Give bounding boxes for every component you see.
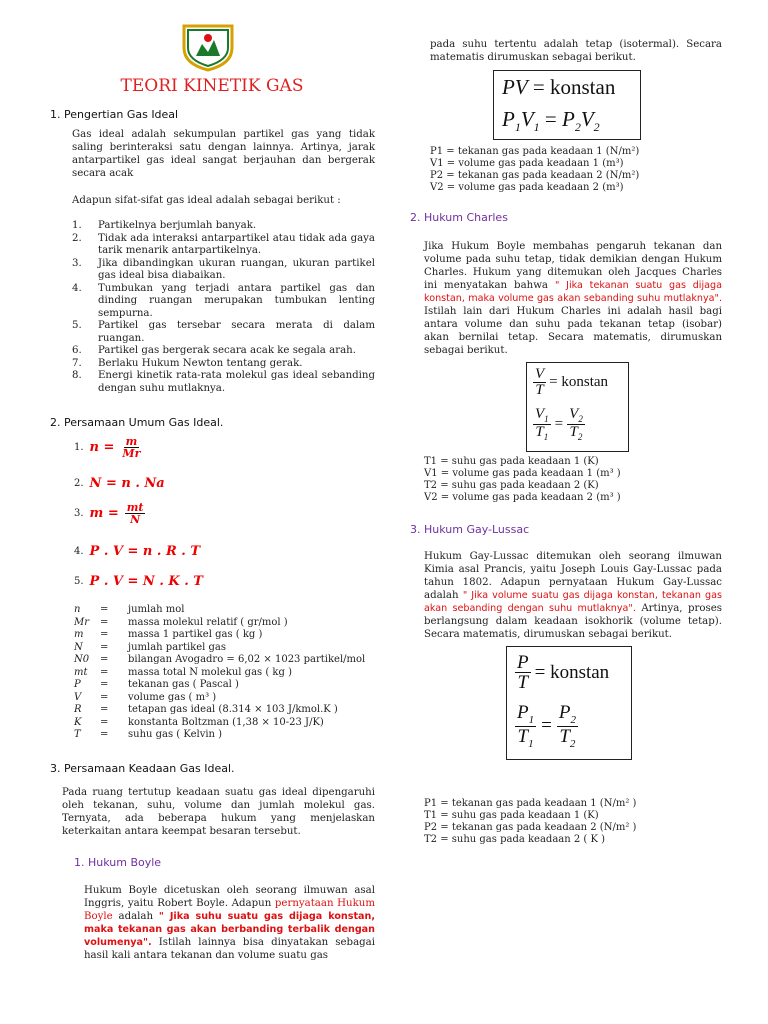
- symbol-row: Mr = massa molekul relatif ( gr/mol ): [74, 616, 288, 628]
- symbol-row: R = tetapan gas ideal (8.314 × 103 J/kmol.K ): [74, 704, 338, 715]
- list-item: 2. Tidak ada interaksi antarpartikel atau tidak ada gaya tarik menarik antarpartikelnya.: [72, 232, 375, 256]
- formula-1: 1. n = $\frac{m}{Mr}$: [74, 435, 141, 460]
- variable-row: T1 = suhu gas pada keadaan 1 (K): [424, 456, 599, 467]
- section-2-heading: 2. Persamaan Umum Gas Ideal.: [50, 416, 224, 429]
- section-3-heading: 3. Persamaan Keadaan Gas Ideal.: [50, 762, 235, 775]
- variable-row: V2 = volume gas pada keadaan 2 (m³): [430, 182, 624, 193]
- gay-lussac-heading: 3. Hukum Gay-Lussac: [410, 523, 530, 536]
- list-item: 6. Partikel gas bergerak secara acak ke segala arah.: [72, 345, 356, 356]
- charles-equation-box: $\frac{V}{T}$ = konstan $\frac{V_1}{T_1}$ = $\frac{V_2}{T_2}$: [526, 362, 629, 452]
- variable-row: T2 = suhu gas pada keadaan 2 ( K ): [424, 834, 606, 845]
- symbol-row: N0 = bilangan Avogadro = 6,02 × 1023 partikel/mol: [74, 654, 366, 665]
- list-item: 5. Partikel gas tersebar secara merata di dalam ruangan.: [72, 320, 375, 344]
- variable-row: V1 = volume gas pada keadaan 1 (m³): [430, 158, 624, 169]
- gay-lussac-paragraph: Hukum Gay-Lussac ditemukan oleh seorang ilmuwan Kimia asal Prancis, yaitu Joseph Louis Gay-Lussac pada tahun 1802. Adapun pernyataan Hukum Gay-Lussac adalah " Jika volume suatu gas dijaga konstan, tekanan gas akan sebanding dengan suhu mutlaknya". Artinya, proses berlangsung dalam keadaan isokhorik (volume tetap). Secara matematis, dirumuskan sebagai berikut.: [424, 551, 722, 640]
- symbol-row: K = konstanta Boltzman (1,38 × 10-23 J/K): [74, 716, 324, 728]
- school-logo: [178, 22, 238, 72]
- symbol-row: T = suhu gas ( Kelvin ): [74, 729, 223, 740]
- variable-row: P1 = tekanan gas pada keadaan 1 (N/m² ): [424, 798, 637, 809]
- formula-3: 3. m = $\frac{mt}{N}$: [74, 501, 144, 526]
- boyle-variables: [430, 146, 639, 194]
- symbol-row: N = jumlah partikel gas: [74, 641, 227, 653]
- variable-row: V1 = volume gas pada keadaan 1 (m³ ): [424, 468, 621, 479]
- gay-lussac-variables: [424, 798, 636, 846]
- section-1-paragraph: Gas ideal adalah sekumpulan partikel gas yang tidak saling berinteraksi satu dengan lainnya. Artinya, jarak antarpartikel gas ideal sangat berjauhan dan bergerak secara acak: [72, 129, 375, 179]
- charles-variables: [424, 456, 621, 504]
- list-item: 7. Berlaku Hukum Newton tentang gerak.: [72, 357, 303, 369]
- symbol-row: mt = massa total N molekul gas ( kg ): [74, 666, 292, 678]
- list-item: 8. Energi kinetik rata-rata molekul gas ideal sebanding dengan suhu mutlaknya.: [72, 370, 375, 394]
- symbol-definitions: [74, 604, 374, 742]
- symbol-row: V = volume gas ( m³ ): [74, 691, 217, 703]
- variable-row: T2 = suhu gas pada keadaan 2 (K): [424, 480, 599, 491]
- section-3-paragraph: Pada ruang tertutup keadaan suatu gas ideal dipengaruhi oleh tekanan, suhu, volume dan jumlah molekul gas. Ternyata, ada beberapa hukum yang menjelaskan keterkaitan antara keempat besaran tersebut.: [62, 787, 375, 837]
- symbol-row: P = tekanan gas ( Pascal ): [74, 679, 239, 690]
- symbol-row: m = massa 1 partikel gas ( kg ): [74, 629, 263, 640]
- gay-lussac-equation-box: $\frac{P}{T}$ = konstan $\frac{P_1}{T_1}$ = $\frac{P_2}{T_2}$: [506, 646, 632, 760]
- boyle-equation-box: PV = konstan $P_1V_1 = P_2V_2$: [493, 70, 641, 140]
- charles-paragraph: Jika Hukum Boyle membahas pengaruh tekanan dan volume pada suhu tetap, tidak demikian dengan Hukum Charles. Hukum yang ditemukan oleh Jacques Charles ini menyatakan bahwa " Jika tekanan suatu gas dijaga konstan, maka volume gas akan sebanding suhu mutlaknya". Istilah lain dari Hukum Charles ini adalah hasil bagi antara volume dan suhu pada tekanan tetap (isobar) akan bernilai tetap. Secara matematis, dirumuskan sebagai berikut.: [424, 241, 722, 356]
- formula-5: 5. P . V = N . K . T: [74, 574, 203, 589]
- variable-row: P1 = tekanan gas pada keadaan 1 (N/m²): [430, 146, 640, 157]
- variable-row: V2 = volume gas pada keadaan 2 (m³ ): [424, 492, 621, 503]
- formula-2: 2. N = n . Na: [74, 476, 165, 491]
- list-item: 4. Tumbukan yang terjadi antara partikel gas dan dinding ruangan merupakan tumbukan lenting sempurna.: [72, 282, 375, 319]
- page-title: TEORI KINETIK GAS: [120, 76, 304, 96]
- charles-heading: 2. Hukum Charles: [410, 211, 508, 224]
- boyle-heading: 1. Hukum Boyle: [74, 856, 162, 869]
- variable-row: T1 = suhu gas pada keadaan 1 (K): [424, 810, 599, 821]
- section-1-intro: Adapun sifat-sifat gas ideal adalah sebagai berikut :: [72, 195, 341, 206]
- variable-row: P2 = tekanan gas pada keadaan 2 (N/m²): [430, 170, 640, 181]
- list-item: 1. Partikelnya berjumlah banyak.: [72, 220, 257, 231]
- formula-4: 4. P . V = n . R . T: [74, 544, 201, 559]
- variable-row: P2 = tekanan gas pada keadaan 2 (N/m² ): [424, 822, 637, 833]
- boyle-continuation: pada suhu tertentu adalah tetap (isotermal). Secara matematis dirumuskan sebagai berikut.: [430, 39, 722, 63]
- boyle-paragraph: Hukum Boyle dicetuskan oleh seorang ilmuwan asal Inggris, yaitu Robert Boyle. Adapun pernyataan Hukum Boyle adalah " Jika suhu suatu gas dijaga konstan, maka tekanan gas akan berbanding terbalik dengan volumenya". Istilah lainnya bisa dinyatakan sebagai hasil kali antara tekanan dan volume suatu gas: [84, 885, 375, 961]
- list-item: 3. Jika dibandingkan ukuran ruangan, ukuran partikel gas ideal bisa diabaikan.: [72, 257, 375, 281]
- ideal-gas-properties-list: [72, 220, 375, 395]
- symbol-row: n = jumlah mol: [74, 604, 185, 615]
- section-1-heading: 1. Pengertian Gas Ideal: [50, 108, 179, 121]
